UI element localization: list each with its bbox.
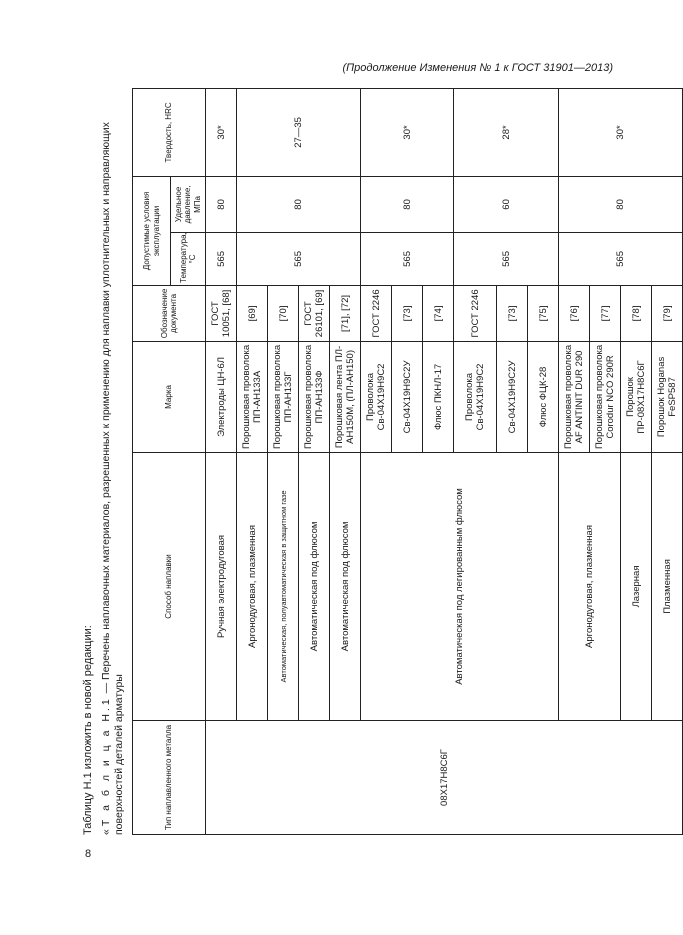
- table-title: — Перечень наплавочных материалов, разрешенных к применению для наплавки уплотнительных и направляющих поверхностей деталей арматуры: [100, 122, 125, 835]
- brand-cell: Порошок Hoganas FeSP587: [652, 341, 683, 452]
- method-cell: Аргонодуговая, плазменная: [237, 452, 268, 720]
- pressure-cell: 80: [237, 176, 361, 232]
- brand-cell: Флюс ФЦК-28: [528, 341, 559, 452]
- temperature-cell: 565: [454, 232, 559, 285]
- doc-cell: [71], [72]: [330, 285, 361, 341]
- temperature-cell: 565: [361, 232, 454, 285]
- brand-cell: Св-04Х19Н9С2У: [392, 341, 423, 452]
- table-caption: [100, 90, 125, 835]
- hardness-cell: 27—35: [237, 88, 361, 176]
- brand-cell: Проволока Св-04Х19Н9С2: [454, 341, 497, 452]
- header-hardness: Твердость, HRC: [133, 88, 206, 176]
- temperature-cell: 565: [559, 232, 683, 285]
- brand-cell: Порошковая проволока ПП-АН133Г: [268, 341, 299, 452]
- brand-cell: Св-04Х19Н9С2У: [497, 341, 528, 452]
- doc-cell: [74]: [423, 285, 454, 341]
- header-method: Способ наплавки: [133, 452, 206, 720]
- brand-cell: Порошковая проволока AF ANTINIT DUR 290: [559, 341, 590, 452]
- continuation-header: (Продолжение Изменения № 1 к ГОСТ 31901—2013): [342, 62, 613, 74]
- hardness-cell: 28*: [454, 88, 559, 176]
- rotated-content: [82, 85, 678, 835]
- brand-cell: Порошок ПР-08Х17Н8С6Г: [621, 341, 652, 452]
- temperature-cell: 565: [237, 232, 361, 285]
- brand-cell: Электроды ЦН-6Л: [206, 341, 237, 452]
- brand-cell: Флюс ПКНЛ-17: [423, 341, 454, 452]
- method-cell: Автоматическая, полуавтоматическая в защитном газе: [268, 452, 299, 720]
- doc-cell: ГОСТ 10051, [68]: [206, 285, 237, 341]
- method-cell: Автоматическая под флюсом: [330, 452, 361, 720]
- materials-table: [132, 88, 683, 835]
- hardness-cell: 30*: [206, 88, 237, 176]
- brand-cell: Порошковая проволока ПП-АН133Ф: [299, 341, 330, 452]
- hardness-cell: 30*: [361, 88, 454, 176]
- pressure-cell: 80: [559, 176, 683, 232]
- pressure-cell: 80: [206, 176, 237, 232]
- header-row-1: [133, 88, 171, 834]
- table-label: «Т а б л и ц а Н.1: [100, 696, 112, 835]
- brand-cell: Проволока Св-04Х19Н9С2: [361, 341, 392, 452]
- doc-cell: [73]: [392, 285, 423, 341]
- method-cell: Автоматическая под легированным флюсом: [361, 452, 559, 720]
- doc-cell: [78]: [621, 285, 652, 341]
- page-number: 8: [85, 848, 92, 860]
- doc-cell: [70]: [268, 285, 299, 341]
- header-metal-type: Тип наплавленного металла: [133, 721, 206, 835]
- metal-type-cell: 08Х17Н8С6Г: [206, 721, 683, 835]
- header-pressure: Удельное давление, МПа: [171, 176, 206, 232]
- brand-cell: Порошковая проволока ПП-АН133А: [237, 341, 268, 452]
- doc-cell: ГОСТ 2246: [361, 285, 392, 341]
- method-cell: Автоматическая под флюсом: [299, 452, 330, 720]
- pressure-cell: 80: [361, 176, 454, 232]
- doc-cell: [76]: [559, 285, 590, 341]
- doc-cell: ГОСТ 26101, [69]: [299, 285, 330, 341]
- doc-cell: [79]: [652, 285, 683, 341]
- method-cell: Аргонодуговая, плазменная: [559, 452, 621, 720]
- doc-cell: [77]: [590, 285, 621, 341]
- header-temperature: Температура, °С: [171, 232, 206, 285]
- method-cell: Плазменная: [652, 452, 683, 720]
- brand-cell: Порошковая лента ПЛ-АН150М, (ПЛ-АН150): [330, 341, 361, 452]
- hardness-cell: 30*: [559, 88, 683, 176]
- method-cell: Ручная электродуговая: [206, 452, 237, 720]
- doc-cell: ГОСТ 2246: [454, 285, 497, 341]
- header-brand: Марка: [133, 341, 206, 452]
- doc-cell: [69]: [237, 285, 268, 341]
- table-row: [206, 88, 237, 834]
- brand-cell: Порошковая проволока Corodur NCO 290R: [590, 341, 621, 452]
- doc-cell: [73]: [497, 285, 528, 341]
- header-doc: Обозначение документа: [133, 285, 206, 341]
- instruction-text: Таблицу Н.1 изложить в новой редакции:: [82, 625, 94, 835]
- method-cell: Лазерная: [621, 452, 652, 720]
- temperature-cell: 565: [206, 232, 237, 285]
- doc-cell: [75]: [528, 285, 559, 341]
- pressure-cell: 60: [454, 176, 559, 232]
- header-conditions: Допустимые условия эксплуатации: [133, 176, 171, 285]
